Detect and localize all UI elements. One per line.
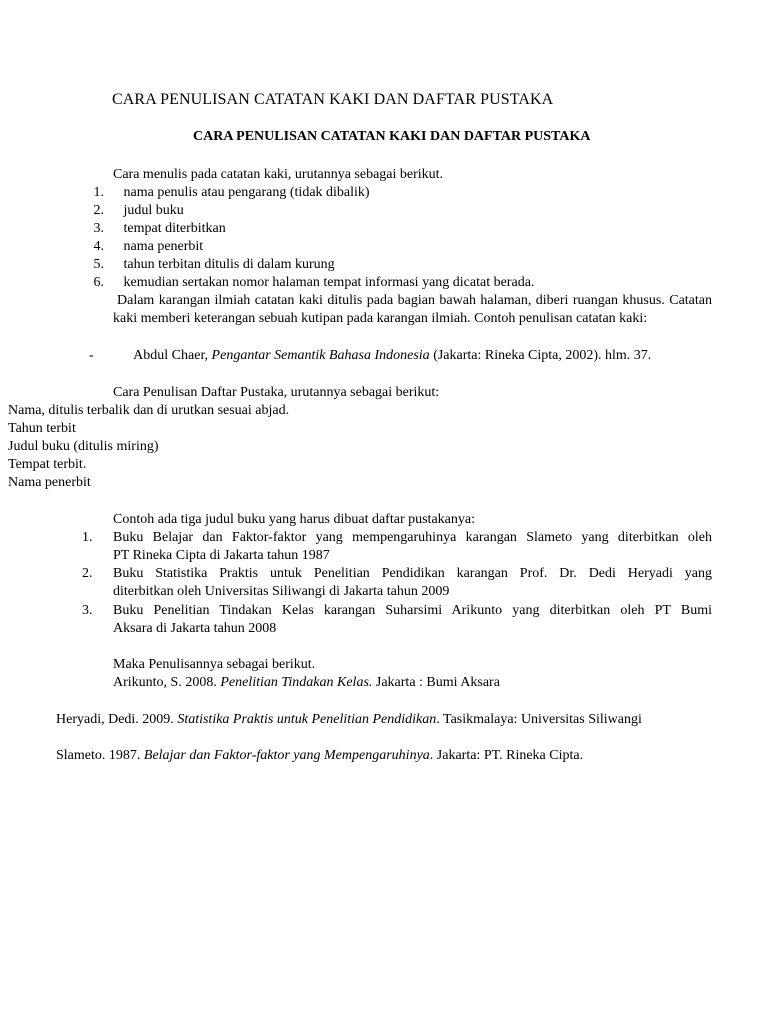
- list-item: [82, 220, 226, 238]
- examples-intro: Contoh ada tiga judul buku yang harus dibuat daftar pustakanya:: [113, 512, 475, 527]
- list-item: [82, 202, 184, 220]
- list-text: judul buku: [123, 203, 184, 218]
- list-number: 2.: [82, 566, 93, 581]
- list-number: 6.: [93, 275, 104, 290]
- footnote-paragraph: Dalam karangan ilmiah catatan kaki ditulis pada bagian bawah halaman, diberi ruangan khusus. Catatan kaki memberi keterangan sebuah kutipan pada karangan ilmiah. Contoh penulisan catatan kaki:: [113, 293, 712, 326]
- list-text: Buku Belajar dan Faktor-faktor yang mempengaruhinya karangan Slameto yang diterbitkan oleh: [113, 530, 712, 545]
- list-item: [82, 184, 370, 202]
- list-number: 2.: [93, 203, 104, 218]
- list-item: [113, 529, 712, 565]
- list-text: nama penerbit: [123, 239, 204, 254]
- ref-author-year: Arikunto, S. 2008.: [113, 675, 221, 690]
- ref-title: Belajar dan Faktor-faktor yang Mempengaruhinya: [143, 748, 430, 763]
- list-item: [82, 256, 335, 274]
- footnote-intro: Cara menulis pada catatan kaki, urutannya sebagai berikut.: [113, 167, 444, 182]
- reference-entry: [56, 747, 583, 765]
- ref-author-year: Slameto. 1987.: [56, 748, 144, 763]
- result-intro: Maka Penulisannya sebagai berikut.: [113, 657, 316, 672]
- list-text: tempat diterbitkan: [123, 221, 226, 236]
- list-item: Tempat terbit.: [8, 457, 87, 472]
- list-dash: -: [89, 348, 94, 363]
- reference-entry: [56, 711, 642, 729]
- section-heading: CARA PENULISAN CATATAN KAKI DAN DAFTAR PUSTAKA: [193, 129, 591, 144]
- list-number: 3.: [93, 221, 104, 236]
- list-text: Buku Statistika Praktis untuk Penelitian Pendidikan karangan Prof. Dr. Dedi Heryadi yang: [113, 566, 712, 581]
- list-item: [82, 274, 534, 292]
- list-item: [82, 238, 203, 256]
- ref-title: Statistika Praktis untuk Penelitian Pendidikan: [177, 712, 437, 727]
- list-number: 4.: [93, 239, 104, 254]
- list-text: PT Rineka Cipta di Jakarta tahun 1987: [113, 548, 330, 563]
- example-author: Abdul Chaer,: [133, 348, 212, 363]
- document-title: CARA PENULISAN CATATAN KAKI DAN DAFTAR PUSTAKA: [112, 91, 554, 108]
- list-text: kemudian sertakan nomor halaman tempat informasi yang dicatat berada.: [123, 275, 535, 290]
- list-text: nama penulis atau pengarang (tidak dibalik): [123, 185, 370, 200]
- example-publication: (Jakarta: Rineka Cipta, 2002). hlm. 37.: [429, 348, 652, 363]
- list-number: 3.: [82, 603, 93, 618]
- list-item: Judul buku (ditulis miring): [8, 439, 159, 454]
- bibliography-intro: Cara Penulisan Daftar Pustaka, urutannya sebagai berikut:: [113, 385, 440, 400]
- list-item: Nama penerbit: [8, 475, 91, 490]
- list-item: Tahun terbit: [8, 421, 76, 436]
- list-text: tahun terbitan ditulis di dalam kurung: [123, 257, 335, 272]
- example-book-title: Pengantar Semantik Bahasa Indonesia: [211, 348, 430, 363]
- list-item: Nama, ditulis terbalik dan di urutkan sesuai abjad.: [8, 403, 290, 418]
- footnote-example: [89, 347, 651, 365]
- ref-title: Penelitian Tindakan Kelas.: [220, 675, 373, 690]
- list-number: 5.: [93, 257, 104, 272]
- list-number: 1.: [82, 530, 93, 545]
- reference-entry: [113, 674, 500, 692]
- ref-publisher: . Jakarta: PT. Rineka Cipta.: [429, 748, 584, 763]
- list-number: 1.: [93, 185, 104, 200]
- list-text: Buku Penelitian Tindakan Kelas karangan Suharsimi Arikunto yang diterbitkan oleh PT Bumi: [113, 603, 712, 618]
- ref-publisher: Jakarta : Bumi Aksara: [372, 675, 500, 690]
- list-text: Aksara di Jakarta tahun 2008: [113, 621, 277, 636]
- ref-publisher: . Tasikmalaya: Universitas Siliwangi: [436, 712, 642, 727]
- ref-author-year: Heryadi, Dedi. 2009.: [56, 712, 178, 727]
- list-item: [113, 602, 712, 638]
- list-text: diterbitkan oleh Universitas Siliwangi di Jakarta tahun 2009: [113, 584, 450, 599]
- list-item: [113, 565, 712, 601]
